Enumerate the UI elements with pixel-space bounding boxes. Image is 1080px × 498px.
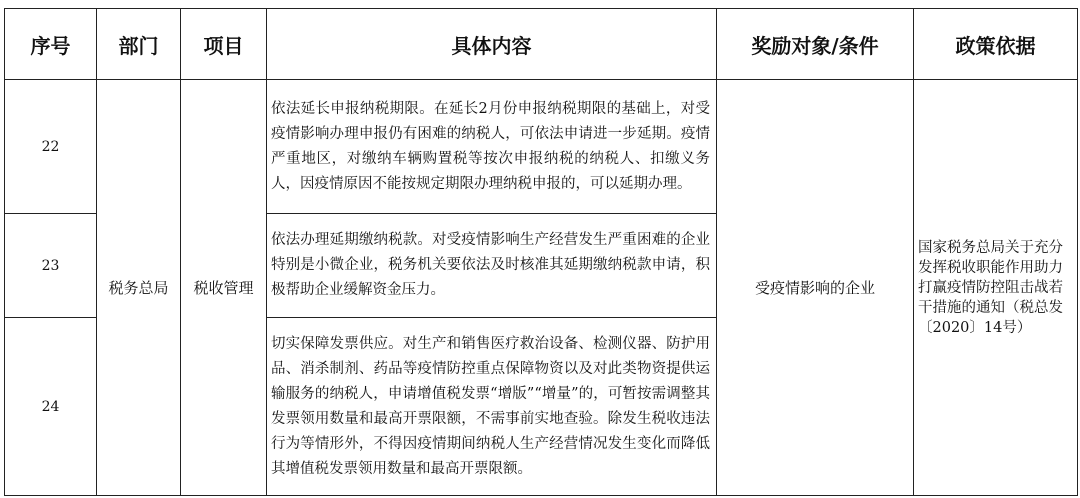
content-cell: [267, 214, 717, 318]
basis-cell: 国家税务总局关于充分发挥税收职能作用助力打赢疫情防控阻击战若干措施的通知（税总发〔2020〕14号）: [914, 80, 1078, 496]
header-target: 奖励对象/条件: [717, 9, 914, 80]
header-project: 项目: [181, 9, 267, 80]
content-text: 切实保障发票供应。对生产和销售医疗救治设备、检测仪器、防护用品、消杀制剂、药品等疫情防控重点保障物资以及对此类物资提供运输服务的纳税人，申请增值税发票“增版”“增量”的，可暂按需调整其发票领用数量和最高开票限额，不需事前实地查验。除发生税收违法行为等情形外，不得因疫情期间纳税人生产经营情况发生变化而降低其增值税发票领用数量和最高开票限额。: [271, 335, 710, 477]
row-seq: 24: [5, 318, 97, 496]
header-row: [5, 9, 1078, 80]
row-seq: 22: [5, 80, 97, 214]
content-cell: [267, 318, 717, 496]
target-cell: 受疫情影响的企业: [717, 80, 914, 496]
table-row: [5, 80, 1078, 214]
content-text: 依法办理延期缴纳税款。对受疫情影响生产经营发生严重困难的企业特别是小微企业，税务机关要依法及时核准其延期缴纳税款申请，积极帮助企业缓解资金压力。: [271, 232, 710, 298]
project-cell: 税收管理: [181, 80, 267, 496]
row-seq: 23: [5, 214, 97, 318]
header-basis: 政策依据: [914, 9, 1078, 80]
content-cell: [267, 80, 717, 214]
header-content: 具体内容: [267, 9, 717, 80]
policy-table: [4, 8, 1078, 496]
header-seq: 序号: [5, 9, 97, 80]
dept-cell: 税务总局: [97, 80, 181, 496]
header-dept: 部门: [97, 9, 181, 80]
content-text: 依法延长申报纳税期限。在延长2月份申报纳税期限的基础上，对受疫情影响办理申报仍有困难的纳税人，可依法申请进一步延期。疫情严重地区，对缴纳车辆购置税等按次申报纳税的纳税人、扣缴义务人，因疫情原因不能按规定期限办理纳税申报的，可以延期办理。: [271, 100, 710, 192]
